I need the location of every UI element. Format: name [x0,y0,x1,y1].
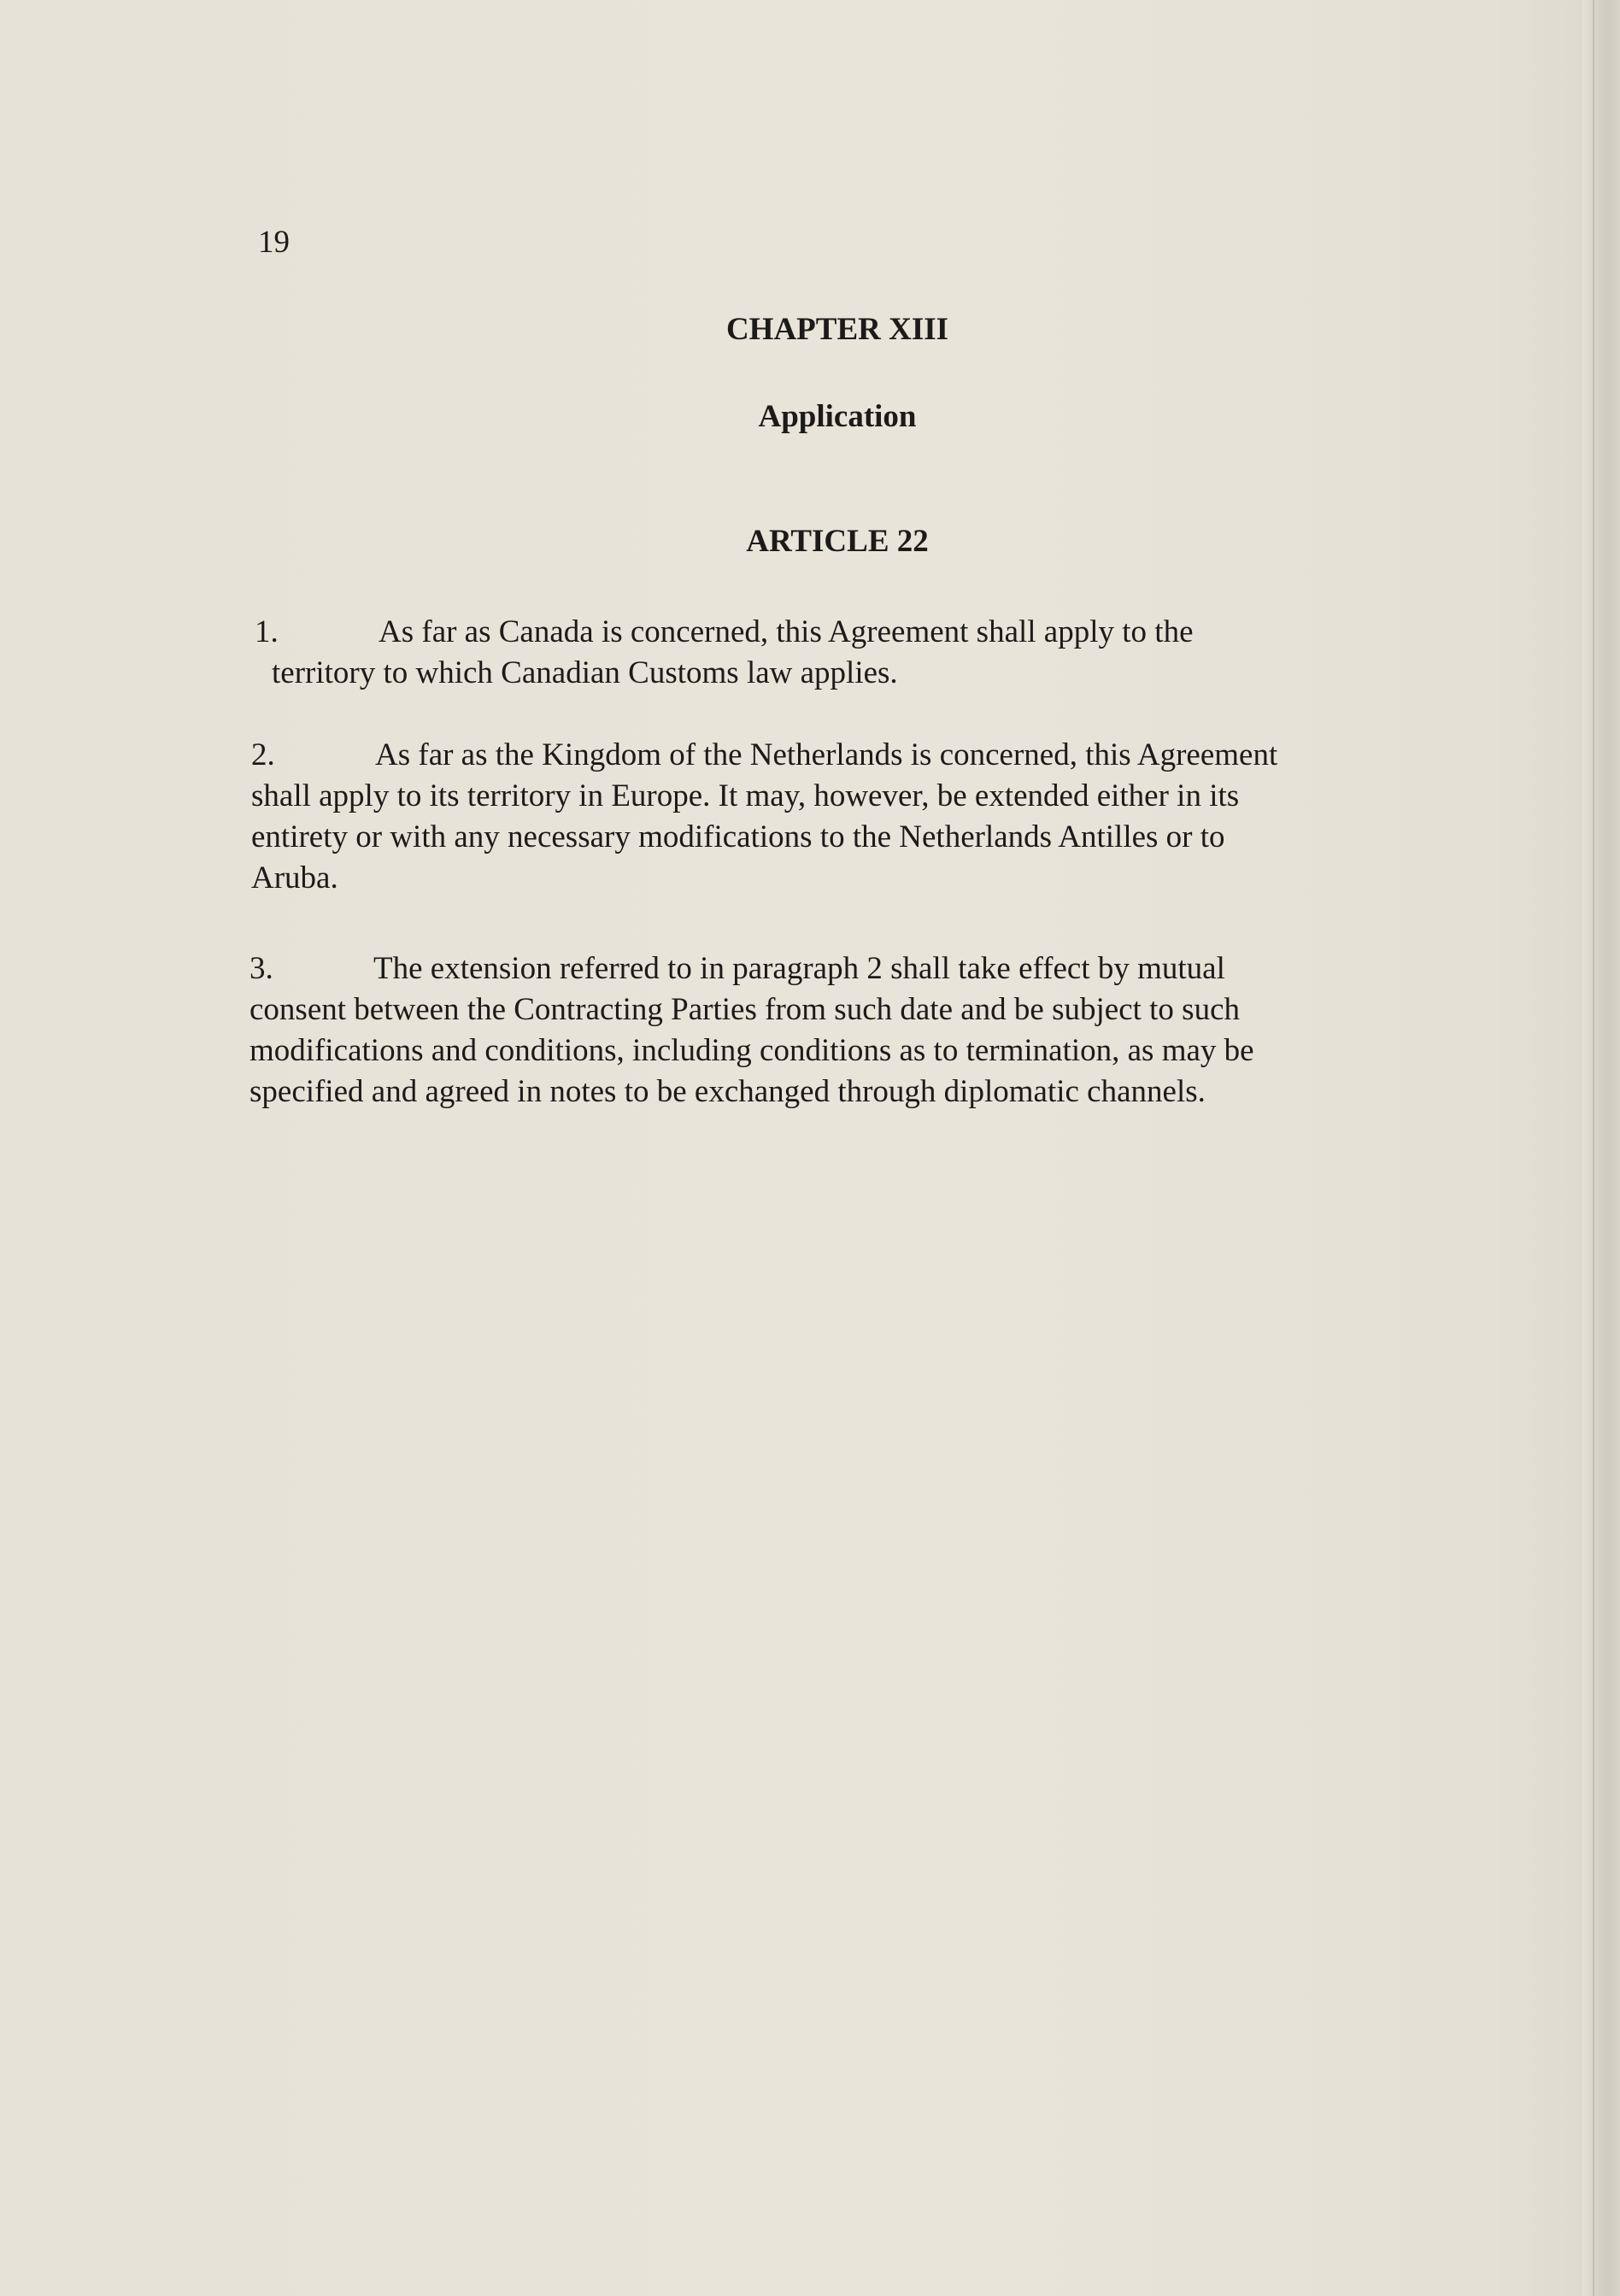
article-title: ARTICLE 22 [746,524,929,559]
paragraph-3-line-1 [249,948,1446,989]
paragraph-2-line-4: Aruba. [251,860,338,895]
paragraph-1-number: 1. [255,614,279,649]
paragraph-3-line-2: consent between the Contracting Parties from such date and be subject to such [249,992,1240,1027]
paragraph-1-text-1: As far as Canada is concerned, this Agreement shall apply to the [379,614,1194,649]
paragraph-3-text-1: The extension referred to in paragraph 2 shall take effect by mutual [373,951,1225,986]
paragraph-2-text-1: As far as the Kingdom of the Netherlands is concerned, this Agreement [375,737,1278,772]
paragraph-2-line-3: entirety or with any necessary modifications to the Netherlands Antilles or to [251,819,1225,854]
paragraph-3 [249,948,1446,1113]
paragraph-3-line-3: modifications and conditions, including conditions as to termination, as may be [249,1033,1254,1068]
paragraph-2-number: 2. [251,737,275,772]
paragraph-2 [251,735,1447,899]
paragraph-2-line-1 [251,735,1447,776]
chapter-title: CHAPTER XIII [725,312,949,347]
chapter-subtitle: Application [758,399,917,434]
paragraph-1-line-2: territory to which Canadian Customs law applies. [272,655,898,690]
page-number: 19 [258,225,290,260]
paragraph-3-line-4: specified and agreed in notes to be exchanged through diplomatic channels. [249,1074,1206,1109]
paragraph-2-line-2: shall apply to its territory in Europe. It may, however, be extended either in its [251,778,1240,813]
paragraph-1 [255,612,1451,694]
paragraph-3-number: 3. [249,951,273,986]
paragraph-1-line-1 [255,612,1451,653]
